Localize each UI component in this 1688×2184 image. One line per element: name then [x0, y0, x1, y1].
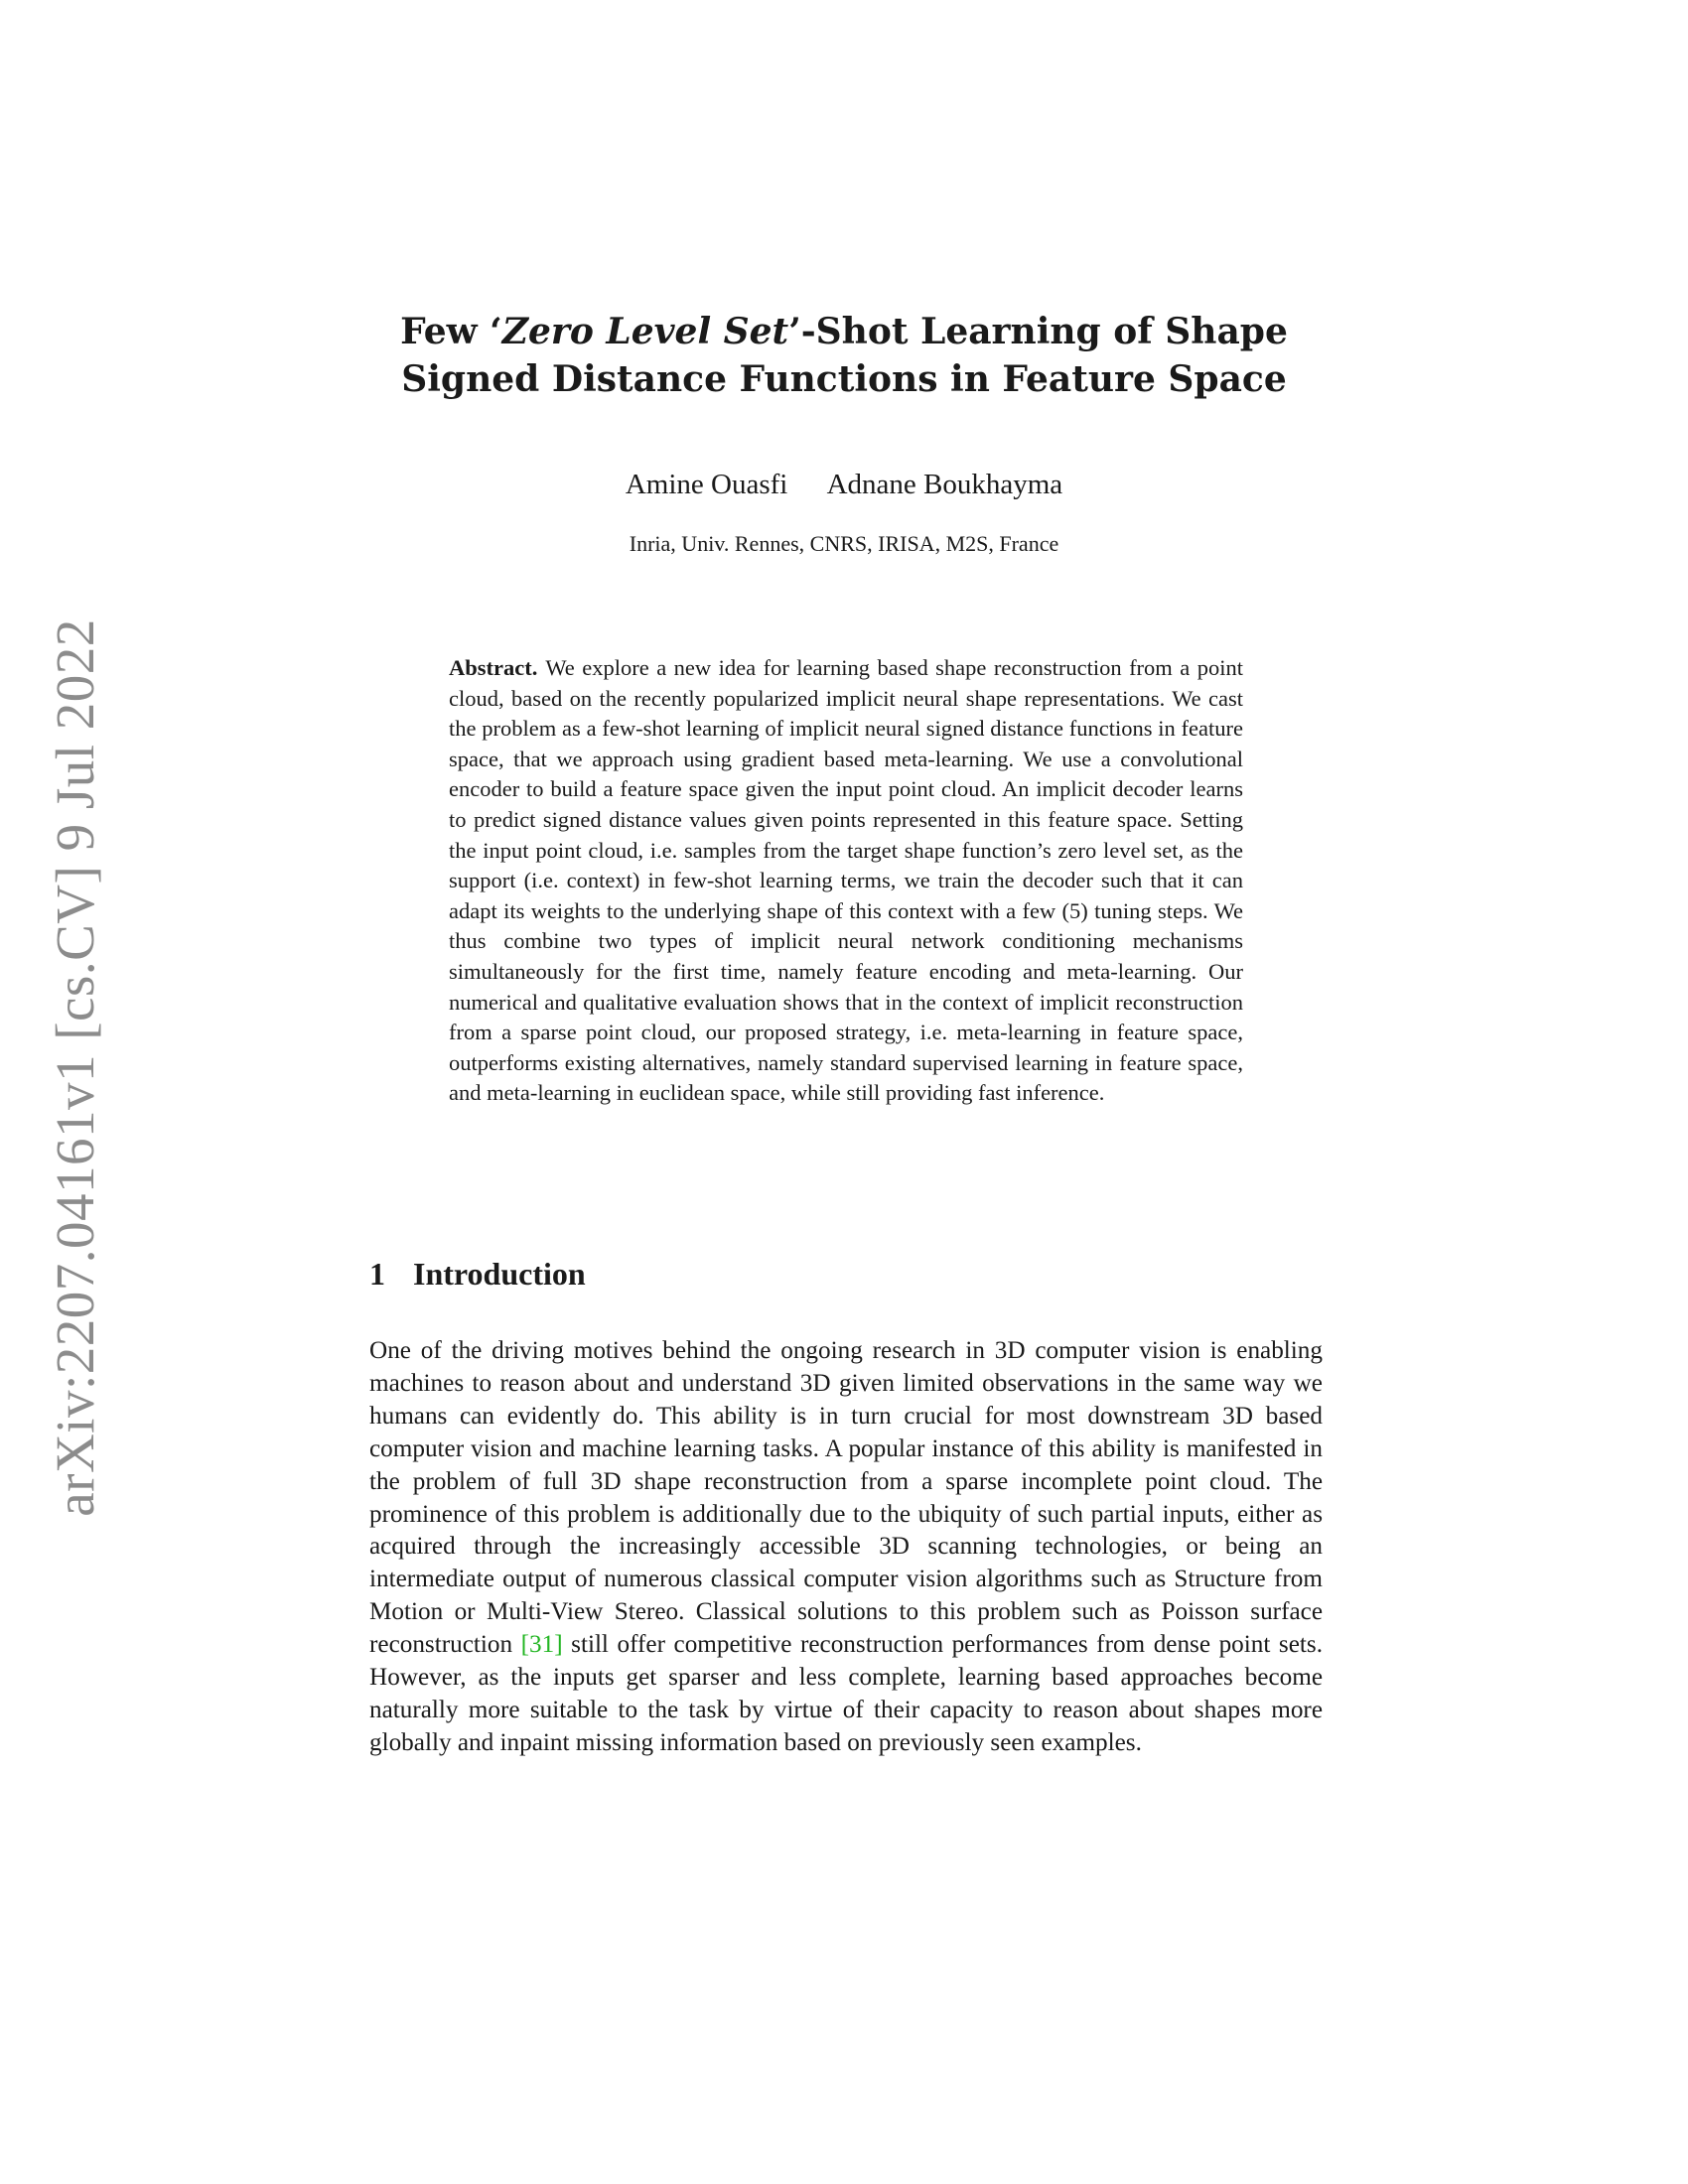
author-name: Amine Ouasfi	[625, 469, 788, 500]
title-line-1	[328, 308, 1360, 355]
citation-link[interactable]: [31]	[520, 1631, 563, 1659]
intro-text-part-2: still offer competitive reconstruction performances from dense point sets. However, as the inputs get sparser and less complete, learning based approaches become naturally more suitable to the task by virtue of their capacity to reason about shapes more globally and inpaint missing information based on previously seen examples.	[369, 1631, 1323, 1756]
arxiv-identifier-sidebar	[30, 611, 119, 1524]
author-list	[328, 469, 1360, 501]
title-line-2: Signed Distance Functions in Feature Space	[401, 358, 1287, 400]
title-suffix: ’-Shot Learning of Shape	[788, 311, 1288, 352]
paper-title	[328, 308, 1360, 403]
title-italic: Zero Level Set	[501, 311, 789, 352]
abstract-label: Abstract.	[449, 655, 538, 680]
introduction-paragraph	[369, 1335, 1323, 1760]
intro-text-part-1: One of the driving motives behind the ongoing research in 3D computer vision is enabling machines to reason about and understand 3D given limited observations in the same way we humans can evidently do. This ability is in turn crucial for most downstream 3D based computer vision and machine learning tasks. A popular instance of this ability is manifested in the problem of full 3D shape reconstruction from a sparse incomplete point cloud. The prominence of this problem is additionally due to the ubiquity of such partial inputs, either as acquired through the increasingly accessible 3D scanning technologies, or being an intermediate output of numerous classical computer vision algorithms such as Structure from Motion or Multi-View Stereo. Classical solutions to this problem such as Poisson surface reconstruction	[369, 1337, 1323, 1659]
abstract-text: We explore a new idea for learning based shape reconstruction from a point cloud, based on the recently popularized implicit neural shape representations. We cast the problem as a few-shot learning of implicit neural signed distance functions in feature space, that we approach using gradient based meta-learning. We use a convolutional encoder to build a feature space given the input point cloud. An implicit decoder learns to predict signed distance values given points represented in this feature space. Setting the input point cloud, i.e. samples from the target shape function’s zero level set, as the support (i.e. context) in few-shot learning terms, we train the decoder such that it can adapt its weights to the underlying shape of this context with a few (5) tuning steps. We thus combine two types of implicit neural network conditioning mechanisms simultaneously for the first time, namely feature encoding and meta-learning. Our numerical and qualitative evaluation shows that in the context of implicit reconstruction from a sparse point cloud, our proposed strategy, i.e. meta-learning in feature space, outperforms existing alternatives, namely standard supervised learning in feature space, and meta-learning in euclidean space, while still providing fast inference.	[449, 655, 1243, 1106]
title-prefix: Few ‘	[400, 311, 502, 352]
author-name: Adnane Boukhayma	[826, 469, 1063, 500]
section-number: 1	[369, 1256, 385, 1292]
section-heading	[369, 1256, 586, 1293]
abstract-block	[449, 653, 1243, 1109]
section-title: Introduction	[413, 1256, 586, 1292]
arxiv-identifier: arXiv:2207.04161v1 [cs.CV] 9 Jul 2022	[44, 617, 105, 1517]
author-affiliation: Inria, Univ. Rennes, CNRS, IRISA, M2S, France	[629, 531, 1059, 556]
